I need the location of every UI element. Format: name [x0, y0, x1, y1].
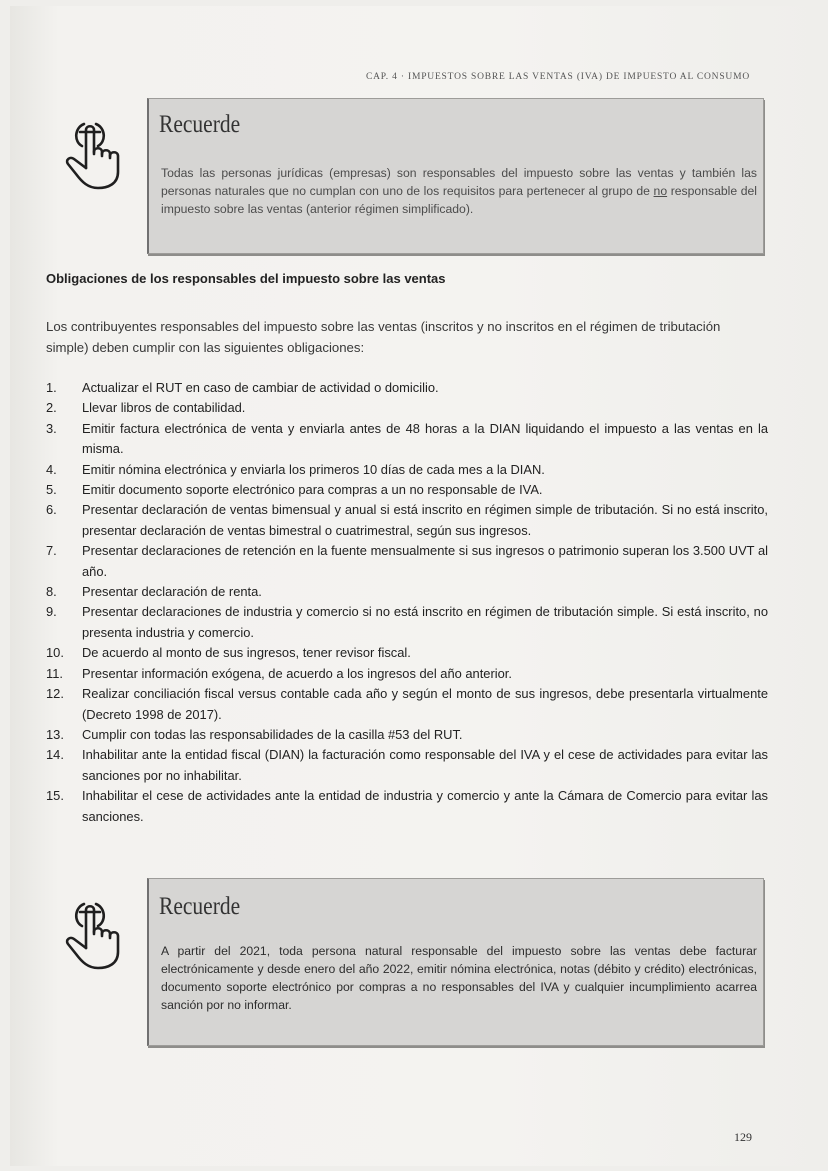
running-header: CAP. 4 · IMPUESTOS SOBRE LAS VENTAS (IVA) DE IMPUESTO AL CONSUMO	[365, 72, 750, 82]
reminder-callout	[147, 878, 764, 1046]
list-item: 9. Presentar declaraciones de industria y comercio si no está inscrito en régimen de tributación simple. Si está inscrito, no presenta industria y comercio.	[46, 604, 768, 640]
list-item: 12. Realizar conciliación fiscal versus contable cada año y según el monto de sus ingresos, debe presentarla virtualmente (Decreto 1998 de 2017).	[46, 686, 768, 722]
list-item: 15. Inhabilitar el cese de actividades ante la entidad de industria y comercio y ante la Cámara de Comercio para evitar las sanciones.	[46, 788, 768, 824]
list-item: 4. Emitir nómina electrónica y enviarla los primeros 10 días de cada mes a la DIAN.	[46, 461, 545, 477]
page-number: 129	[734, 1130, 752, 1144]
list-item: 5. Emitir documento soporte electrónico para compras a un no responsable de IVA.	[46, 482, 543, 498]
obligations-list	[46, 378, 768, 827]
pointing-hand-icon	[58, 896, 130, 972]
list-item: 8. Presentar declaración de renta.	[46, 584, 262, 600]
list-item: 10. De acuerdo al monto de sus ingresos, tener revisor fiscal.	[46, 645, 411, 661]
callout-title: Recuerde	[159, 893, 241, 920]
pointing-hand-icon	[58, 116, 130, 192]
list-item: 3. Emitir factura electrónica de venta y enviarla antes de 48 horas a la DIAN liquidando el impuesto a las ventas en la misma.	[46, 420, 768, 457]
list-item: 14. Inhabilitar ante la entidad fiscal (DIAN) la facturación como responsable del IVA y el cese de actividades para evitar las sanciones por no inhabilitar.	[46, 747, 768, 783]
list-item: 13. Cumplir con todas las responsabilidades de la casilla #53 del RUT.	[46, 726, 463, 742]
intro-paragraph: Los contribuyentes responsables del impuesto sobre las ventas (inscritos y no inscritos en el régimen de tributación simple) deben cumplir con las siguientes obligaciones:	[46, 319, 721, 355]
callout-title: Recuerde	[159, 111, 241, 138]
list-item: 1. Actualizar el RUT en caso de cambiar de actividad o domicilio.	[46, 380, 439, 395]
callout-text: Todas las personas jurídicas (empresas) son responsables del impuesto sobre las ventas y también las personas naturales que no cumplan con uno de los requisitos para pertenecer al grupo de no responsable del impuesto sobre las ventas (anterior régimen simplificado).	[161, 166, 757, 216]
book-page	[10, 6, 822, 1166]
reminder-callout	[147, 98, 764, 254]
list-item: 7. Presentar declaraciones de retención en la fuente mensualmente si sus ingresos o patrimonio superan los 3.500 UVT al año.	[46, 543, 768, 579]
list-item: 11. Presentar información exógena, de acuerdo a los ingresos del año anterior.	[46, 665, 512, 681]
list-item: 6. Presentar declaración de ventas bimensual y anual si está inscrito en régimen simple de tributación. Si no está inscrito, presentar declaración de ventas bimestral o cuatrimestral, según sus ingresos.	[46, 502, 768, 538]
list-item: 2. Llevar libros de contabilidad.	[46, 400, 246, 416]
section-heading: Obligaciones de los responsables del impuesto sobre las ventas	[46, 271, 446, 286]
callout-text: A partir del 2021, toda persona natural responsable del impuesto sobre las ventas debe facturar electrónicamente y desde enero del año 2022, emitir nómina electrónica, notas (débito y crédito) electrónicas, documento soporte electrónico por compras a no responsables del IVA y cualquier incumplimiento acarrea sanción por no informar.	[161, 944, 757, 1012]
